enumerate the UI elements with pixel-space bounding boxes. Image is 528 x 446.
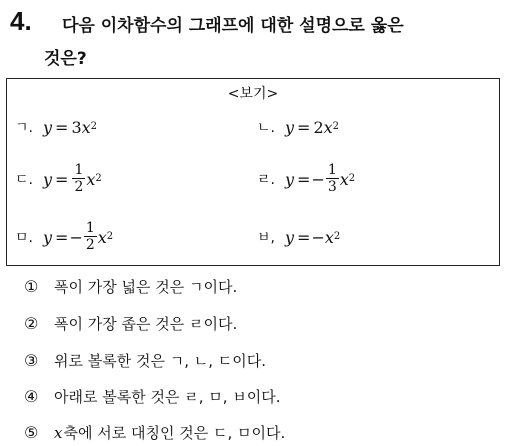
choice-text: 폭이 가장 좁은 것은 ㄹ이다. [54,315,238,333]
equation-fraction [84,221,97,253]
bogi-item-label: ㅁ. [15,230,33,246]
equation-sign: − [311,227,325,247]
equation-lhs: y [284,169,295,189]
equation-variable: x [81,117,91,137]
equation-equals: = [55,117,69,137]
choice-text: 아래로 볼록한 것은 ㄹ, ㅁ, ㅂ이다. [54,388,281,406]
choice-1[interactable] [24,276,237,298]
question-prompt-line2: 것은? [44,49,87,69]
equation-sign: − [69,227,83,247]
equation-equals: = [297,227,311,247]
bogi-item-mieum [15,217,113,257]
bogi-item-equation: y = − x 2 [284,227,341,247]
equation-lhs: y [42,169,53,189]
bogi-box [6,78,500,266]
bogi-item-giyeok [15,107,97,147]
fraction-numerator: 1 [85,220,95,236]
equation-equals: = [297,117,311,137]
choice-2[interactable] [24,313,237,335]
equation-variable: x [323,117,333,137]
equation-variable: x [324,227,334,247]
fraction-denominator: 2 [74,179,84,195]
bogi-item-equation: y = 3 x 2 [42,117,98,137]
fraction-numerator: 1 [74,162,84,178]
choice-marker: ① [24,277,39,296]
equation-fraction [72,163,85,195]
equation-equals: = [55,227,69,247]
choice-variable: x [54,424,63,442]
fraction-numerator: 1 [327,162,337,178]
choice-3[interactable] [24,350,266,372]
equation-lhs: y [284,227,295,247]
equation-variable: x [97,227,107,247]
equation-variable: x [339,169,349,189]
fraction-denominator: 2 [85,237,95,253]
fraction-denominator: 3 [327,179,337,195]
question-prompt [44,10,502,76]
bogi-item-nieun [257,107,339,147]
question-prompt-line1: 다음 이차함수의 그래프에 대한 설명으로 옳은 [62,16,404,36]
question-number: 4. [10,6,32,36]
bogi-item-label: ㅂ, [257,230,275,246]
choice-marker: ② [24,314,39,333]
choice-text: 축에 서로 대칭인 것은 ㄷ, ㅁ이다. [63,424,286,442]
bogi-item-bieup [257,217,340,257]
equation-sign: − [311,169,325,189]
choice-marker: ④ [24,387,39,406]
equation-variable: x [86,169,96,189]
equation-coefficient: 2 [313,117,324,137]
bogi-item-rieul [257,159,355,199]
equation-fraction [326,163,339,195]
bogi-item-label: ㄴ. [257,120,275,136]
bogi-item-equation: y = $\frac{1}{2}$ x 2 [42,162,102,195]
bogi-item-label: ㄷ. [15,172,33,188]
bogi-item-equation: y = − $\frac{1}{3}$ x 2 [284,162,356,195]
equation-lhs: y [42,117,53,137]
choice-marker: ③ [24,351,39,370]
choice-marker: ⑤ [24,423,39,442]
choice-4[interactable] [24,386,281,408]
bogi-title: <보기> [227,86,279,102]
choice-text: 위로 볼록한 것은 ㄱ, ㄴ, ㄷ이다. [54,352,267,370]
equation-coefficient: 3 [71,117,82,137]
bogi-item-digeut [15,159,102,199]
equation-lhs: y [284,117,295,137]
equation-equals: = [55,169,69,189]
choice-text: 폭이 가장 넓은 것은 ㄱ이다. [54,278,238,296]
bogi-item-equation: y = − $\frac{1}{2}$ x 2 [42,220,114,253]
choice-5[interactable] [24,422,285,444]
equation-lhs: y [42,227,53,247]
bogi-item-label: ㄱ. [15,120,33,136]
bogi-item-equation: y = 2 x 2 [284,117,340,137]
equation-equals: = [297,169,311,189]
bogi-item-label: ㄹ. [257,172,275,188]
